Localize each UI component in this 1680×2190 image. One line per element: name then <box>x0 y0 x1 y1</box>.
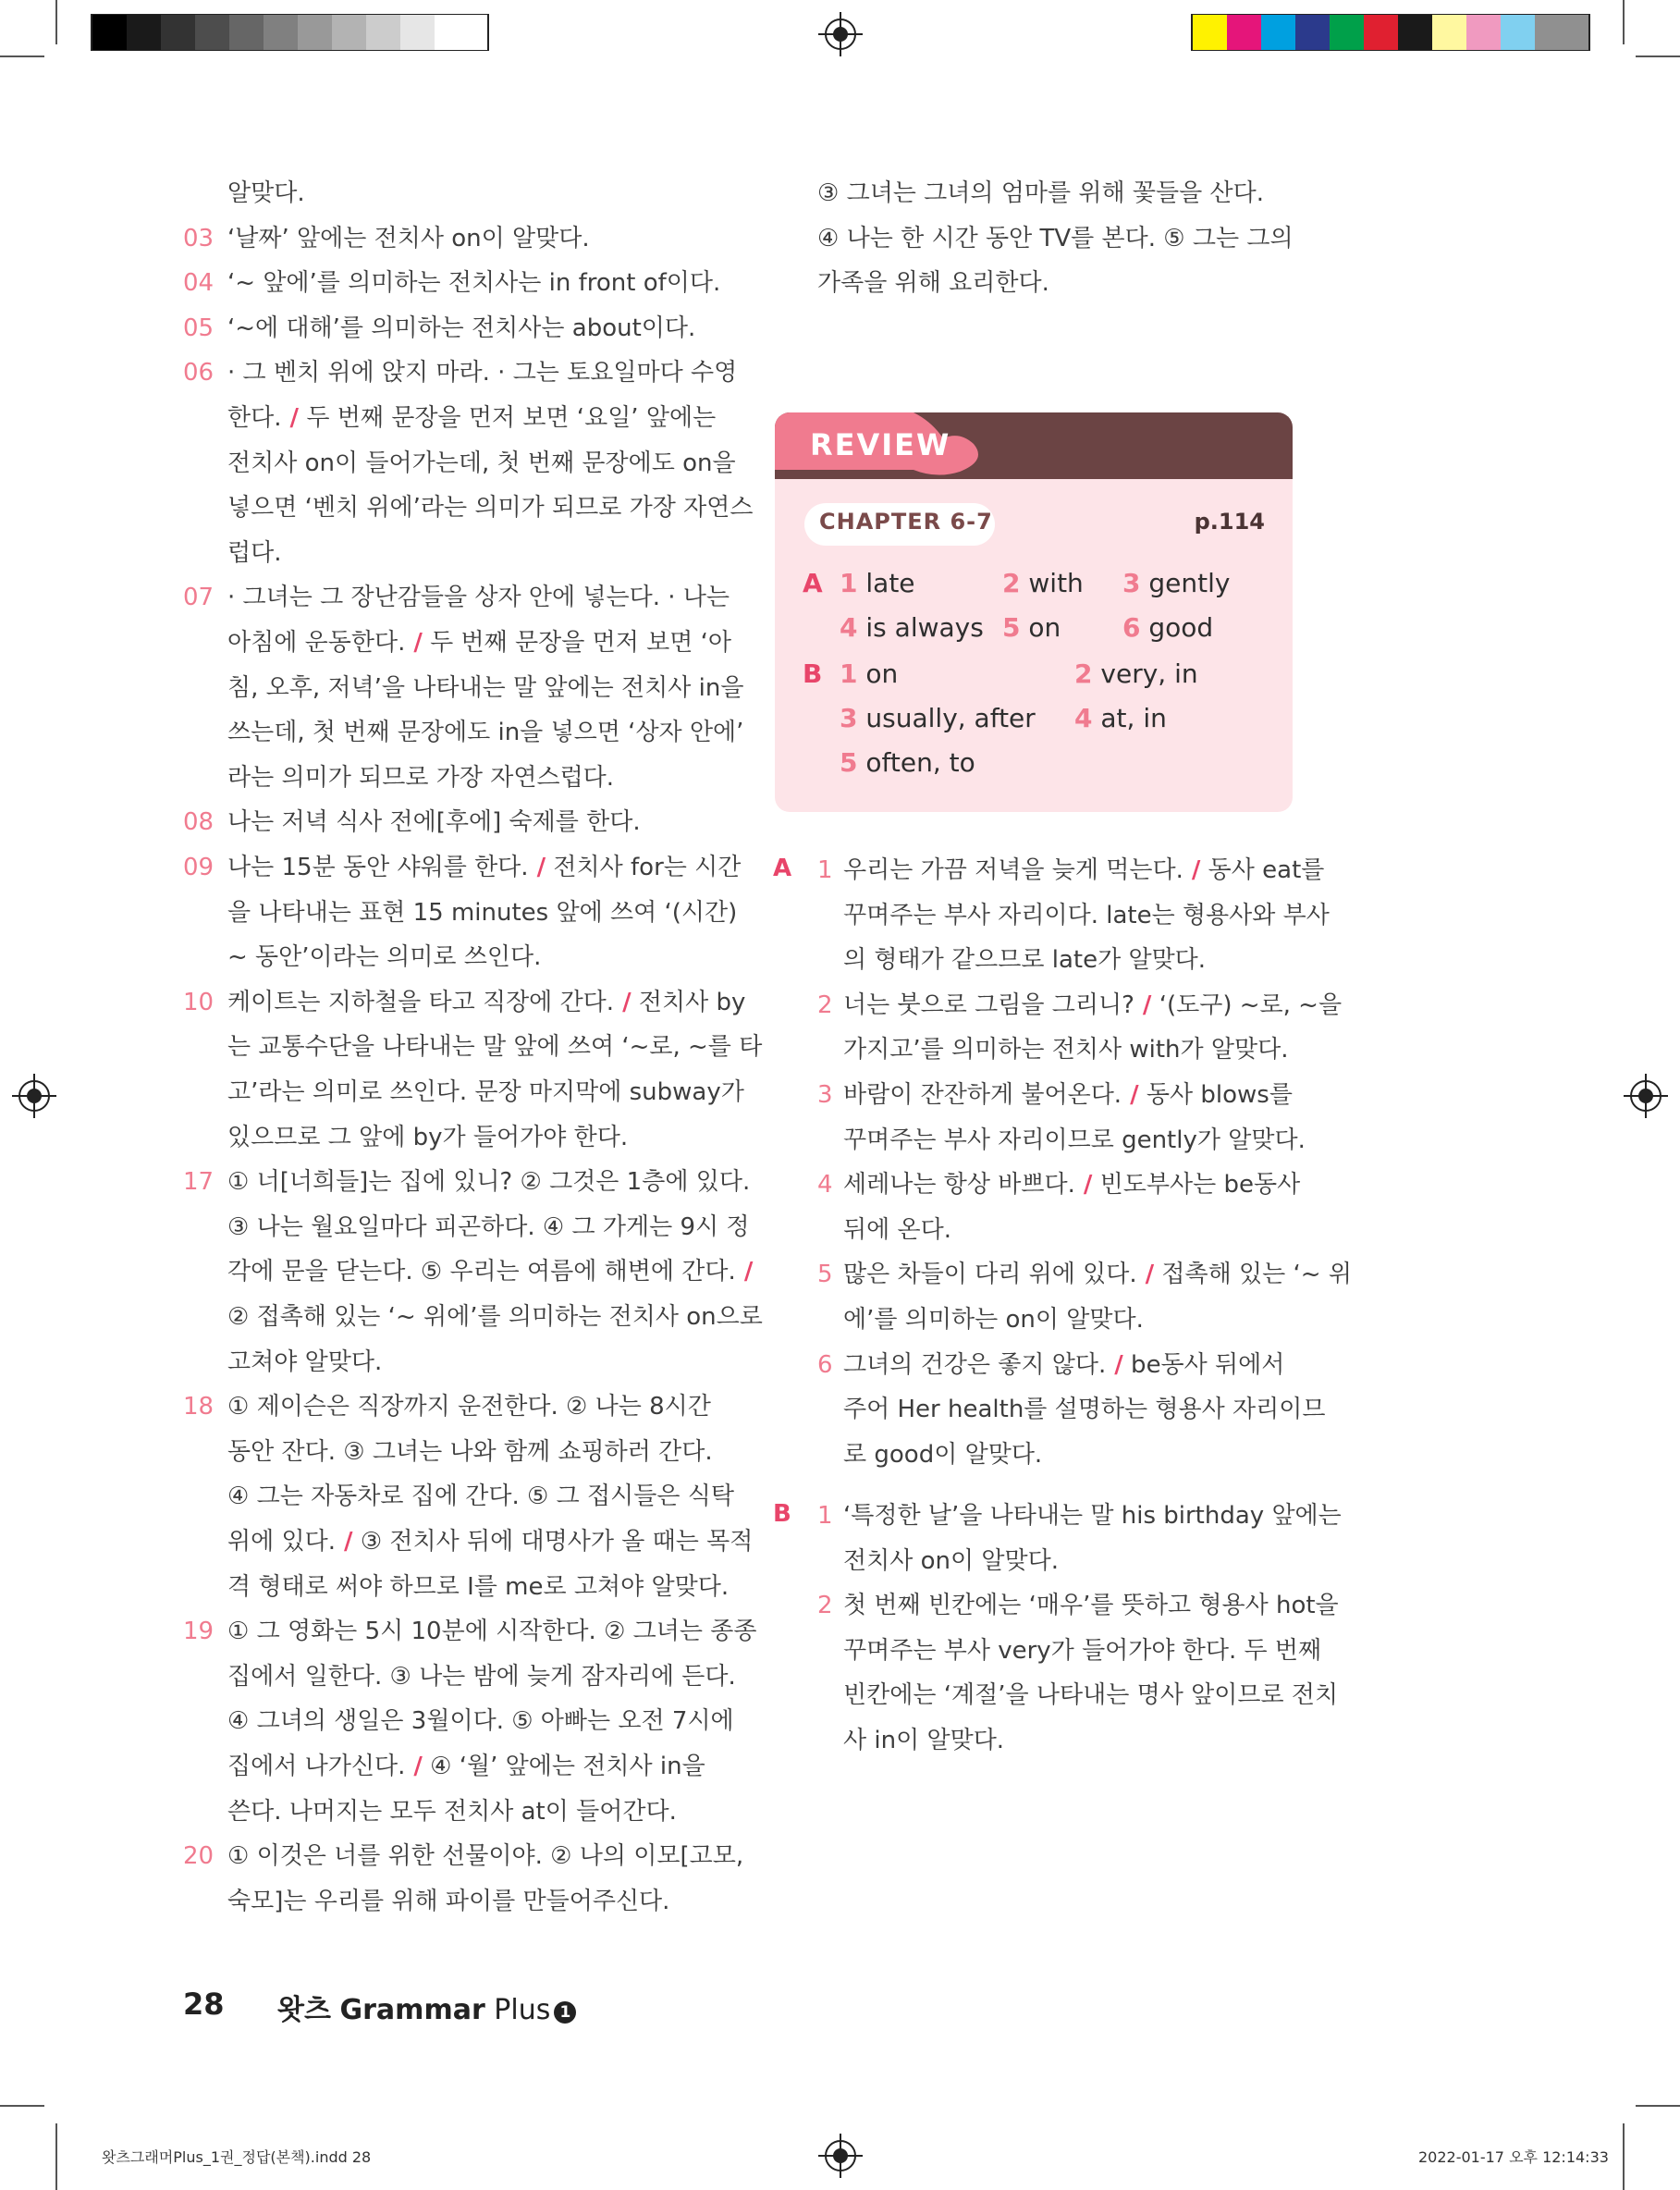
answer-line: 그녀의 건강은 좋지 않다. / be동사 뒤에서 <box>843 1350 1285 1379</box>
item-number: 2 <box>817 990 833 1019</box>
answer-line: ① 그 영화는 5시 10분에 시작한다. ② 그녀는 종종 <box>227 1618 757 1646</box>
review-a-5: 5 on <box>1002 612 1061 643</box>
answer-line: ‘특정한 날’을 나타내는 말 his birthday 앞에는 <box>843 1502 1342 1530</box>
answer-line: 한다. / 두 번째 문장을 먼저 보면 ‘요일’ 앞에는 <box>227 404 717 432</box>
item-number: 07 <box>183 584 215 612</box>
answer-line: 전치사 on이 알맞다. <box>843 1546 1059 1575</box>
answer-line: ① 너[너희들]는 집에 있니? ② 그것은 1층에 있다. <box>227 1168 751 1197</box>
answer-line: 고쳐야 알맞다. <box>227 1347 383 1376</box>
review-title: REVIEW <box>810 427 951 462</box>
answer-line: ② 접촉해 있는 ‘~ 위에’를 의미하는 전치사 on으로 <box>227 1303 763 1331</box>
answer-line: 꾸며주는 부사 자리이므로 gently가 알맞다. <box>843 1126 1306 1154</box>
review-section-a-letter: A <box>803 568 823 598</box>
item-number: 06 <box>183 359 215 388</box>
review-section-b-letter: B <box>803 658 823 689</box>
item-number: 5 <box>817 1261 833 1289</box>
answer-line: 나는 15분 동안 샤워를 한다. / 전치사 for는 시간 <box>227 854 742 881</box>
item-number: 3 <box>817 1081 833 1109</box>
review-box <box>775 412 1293 812</box>
answer-line: 을 나타내는 표현 15 minutes 앞에 쓰여 ‘(시간) <box>227 898 738 927</box>
answer-line: ‘날짜’ 앞에는 전치사 on이 알맞다. <box>227 224 590 252</box>
item-number: 6 <box>817 1350 833 1379</box>
answer-line: 전치사 on이 들어가는데, 첫 번째 문장에도 on을 <box>227 449 736 477</box>
answer-line: ① 이것은 너를 위한 선물이야. ② 나의 이모[고모, <box>227 1842 744 1871</box>
item-number: 19 <box>183 1618 215 1646</box>
slug-date: 2022-01-17 오후 12:14:33 <box>1418 2148 1609 2166</box>
registration-mark-right <box>1630 1080 1662 1112</box>
answer-line: 넣으면 ‘벤치 위에’라는 의미가 되므로 가장 자연스 <box>227 494 754 523</box>
review-a-2: 2 with <box>1002 568 1084 598</box>
book-title-plus: Plus <box>494 1994 551 2026</box>
answer-line: 고’라는 의미로 쓰인다. 문장 마지막에 subway가 <box>227 1078 744 1106</box>
answer-line: 사 in이 알맞다. <box>843 1727 1005 1754</box>
answer-line: 꾸며주는 부사 very가 들어가야 한다. 두 번째 <box>843 1636 1322 1665</box>
answer-line: 가지고’를 의미하는 전치사 with가 알맞다. <box>843 1036 1289 1064</box>
review-a-3: 3 gently <box>1122 568 1231 598</box>
answer-line: 가족을 위해 요리한다. <box>817 269 1049 298</box>
answer-line: ① 제이슨은 직장까지 운전한다. ② 나는 8시간 <box>227 1393 711 1421</box>
item-number: 05 <box>183 314 215 342</box>
registration-mark-left <box>18 1080 50 1112</box>
answer-line: 로 good이 알맞다. <box>843 1440 1043 1469</box>
answer-line: 뒤에 온다. <box>843 1215 951 1244</box>
answer-line: 꾸며주는 부사 자리이다. late는 형용사와 부사 <box>843 901 1330 929</box>
review-b-2: 2 very, in <box>1074 658 1198 689</box>
section-a-letter: A <box>773 855 792 882</box>
answer-line: 집에서 나가신다. / ④ ‘월’ 앞에는 전치사 in을 <box>227 1753 705 1780</box>
answer-line: 많은 차들이 다리 위에 있다. / 접촉해 있는 ‘~ 위 <box>843 1261 1352 1289</box>
item-number: 17 <box>183 1168 215 1197</box>
answer-line: 쓰는데, 첫 번째 문장에도 in을 넣으면 ‘상자 안에’ <box>227 719 744 747</box>
review-b-3: 3 usually, after <box>840 703 1036 733</box>
review-b-1: 1 on <box>840 658 899 689</box>
answer-line: 아침에 운동한다. / 두 번째 문장을 먼저 보면 ‘아 <box>227 629 732 657</box>
answer-line: 주어 Her health를 설명하는 형용사 자리이므 <box>843 1396 1326 1424</box>
registration-mark-bottom <box>825 2140 856 2172</box>
answer-line: 케이트는 지하철을 타고 직장에 간다. / 전치사 by <box>227 988 746 1016</box>
answer-line: 너는 붓으로 그림을 그리니? / ‘(도구) ~로, ~을 <box>843 990 1343 1019</box>
page-reference: p.114 <box>1194 509 1265 535</box>
review-b-4: 4 at, in <box>1074 703 1167 733</box>
answer-line: 숙모]는 우리를 위해 파이를 만들어주신다. <box>227 1887 670 1915</box>
review-a-4: 4 is always <box>840 612 984 643</box>
review-a-6: 6 good <box>1122 612 1214 643</box>
answer-line: 럽다. <box>227 538 282 567</box>
book-title-en: Grammar <box>339 1994 485 2026</box>
volume-badge: 1 <box>554 2001 576 2024</box>
answer-line: · 그 벤치 위에 앉지 마라. · 그는 토요일마다 수영 <box>227 359 738 388</box>
item-number: 10 <box>183 988 215 1016</box>
answer-line: ④ 그녀의 생일은 3월이다. ⑤ 아빠는 오전 7시에 <box>227 1707 734 1736</box>
item-number: 18 <box>183 1393 215 1421</box>
answer-line: 빈칸에는 ‘계절’을 나타내는 명사 앞이므로 전치 <box>843 1681 1339 1710</box>
answer-line: ‘~에 대해’를 의미하는 전치사는 about이다. <box>227 314 696 342</box>
page-number: 28 <box>183 1987 225 2022</box>
answer-line: 첫 번째 빈칸에는 ‘매우’를 뜻하고 형용사 hot을 <box>843 1592 1339 1620</box>
answer-line: ~ 동안’이라는 의미로 쓰인다. <box>227 943 542 972</box>
chapter-label: CHAPTER 6-7 <box>819 509 993 535</box>
item-number: 1 <box>817 1502 833 1530</box>
answer-line: 동안 잔다. ③ 그녀는 나와 함께 쇼핑하러 간다. <box>227 1437 713 1466</box>
answer-line: 각에 문을 닫는다. ⑤ 우리는 여름에 해변에 간다. / <box>227 1258 754 1286</box>
review-a-1: 1 late <box>840 568 915 598</box>
answer-line: · 그녀는 그 장난감들을 상자 안에 넣는다. · 나는 <box>227 584 730 612</box>
answer-line: 의 형태가 같으므로 late가 알맞다. <box>843 946 1207 975</box>
book-title <box>277 1987 576 2027</box>
answer-line: 는 교통수단을 나타내는 말 앞에 쓰여 ‘~로, ~를 타 <box>227 1033 763 1062</box>
item-number: 09 <box>183 854 215 881</box>
answer-line: ③ 그녀는 그녀의 엄마를 위해 꽃들을 산다. <box>817 179 1265 207</box>
answer-line: ④ 그는 자동차로 집에 간다. ⑤ 그 접시들은 식탁 <box>227 1483 734 1511</box>
answer-line: ‘~ 앞에’를 의미하는 전치사는 in front of이다. <box>227 269 721 298</box>
item-number: 20 <box>183 1842 215 1871</box>
item-number: 4 <box>817 1171 833 1200</box>
item-number: 04 <box>183 269 215 298</box>
answer-line: 쓴다. 나머지는 모두 전치사 at이 들어간다. <box>227 1797 677 1826</box>
item-number: 1 <box>817 856 833 884</box>
registration-mark-top <box>825 18 856 50</box>
answer-line: 나는 저녁 식사 전에[후에] 숙제를 한다. <box>227 808 641 837</box>
answer-line: 침, 오후, 저녁’을 나타내는 말 앞에는 전치사 in을 <box>227 673 744 702</box>
answer-line: 있으므로 그 앞에 by가 들어가야 한다. <box>227 1123 629 1151</box>
answer-line: ④ 나는 한 시간 동안 TV를 본다. ⑤ 그는 그의 <box>817 224 1294 252</box>
answer-line: 위에 있다. / ③ 전치사 뒤에 대명사가 올 때는 목적 <box>227 1528 754 1556</box>
answer-line: 라는 의미가 되므로 가장 자연스럽다. <box>227 763 615 792</box>
answer-line: 알맞다. <box>227 179 305 207</box>
item-number: 03 <box>183 224 215 252</box>
answer-line: 우리는 가끔 저녁을 늦게 먹는다. / 동사 eat를 <box>843 856 1325 884</box>
answer-line: 세레나는 항상 바쁘다. / 빈도부사는 be동사 <box>843 1171 1301 1200</box>
section-b-letter: B <box>773 1500 791 1528</box>
answer-line: ③ 나는 월요일마다 피곤하다. ④ 그 가게는 9시 정 <box>227 1212 750 1241</box>
answer-line: 바람이 잔잔하게 불어온다. / 동사 blows를 <box>843 1081 1293 1109</box>
review-header <box>775 412 1293 479</box>
slug-file: 왓츠그래머Plus_1권_정답(본책).indd 28 <box>102 2148 372 2166</box>
answer-line: 격 형태로 써야 하므로 I를 me로 고쳐야 알맞다. <box>227 1572 730 1601</box>
review-b-5: 5 often, to <box>840 747 975 778</box>
book-title-ko: 왓츠 <box>277 1994 331 2026</box>
item-number: 08 <box>183 808 215 837</box>
answer-line: 집에서 일한다. ③ 나는 밤에 늦게 잠자리에 든다. <box>227 1662 736 1691</box>
answer-line: 에’를 의미하는 on이 알맞다. <box>843 1306 1144 1334</box>
item-number: 2 <box>817 1592 833 1620</box>
